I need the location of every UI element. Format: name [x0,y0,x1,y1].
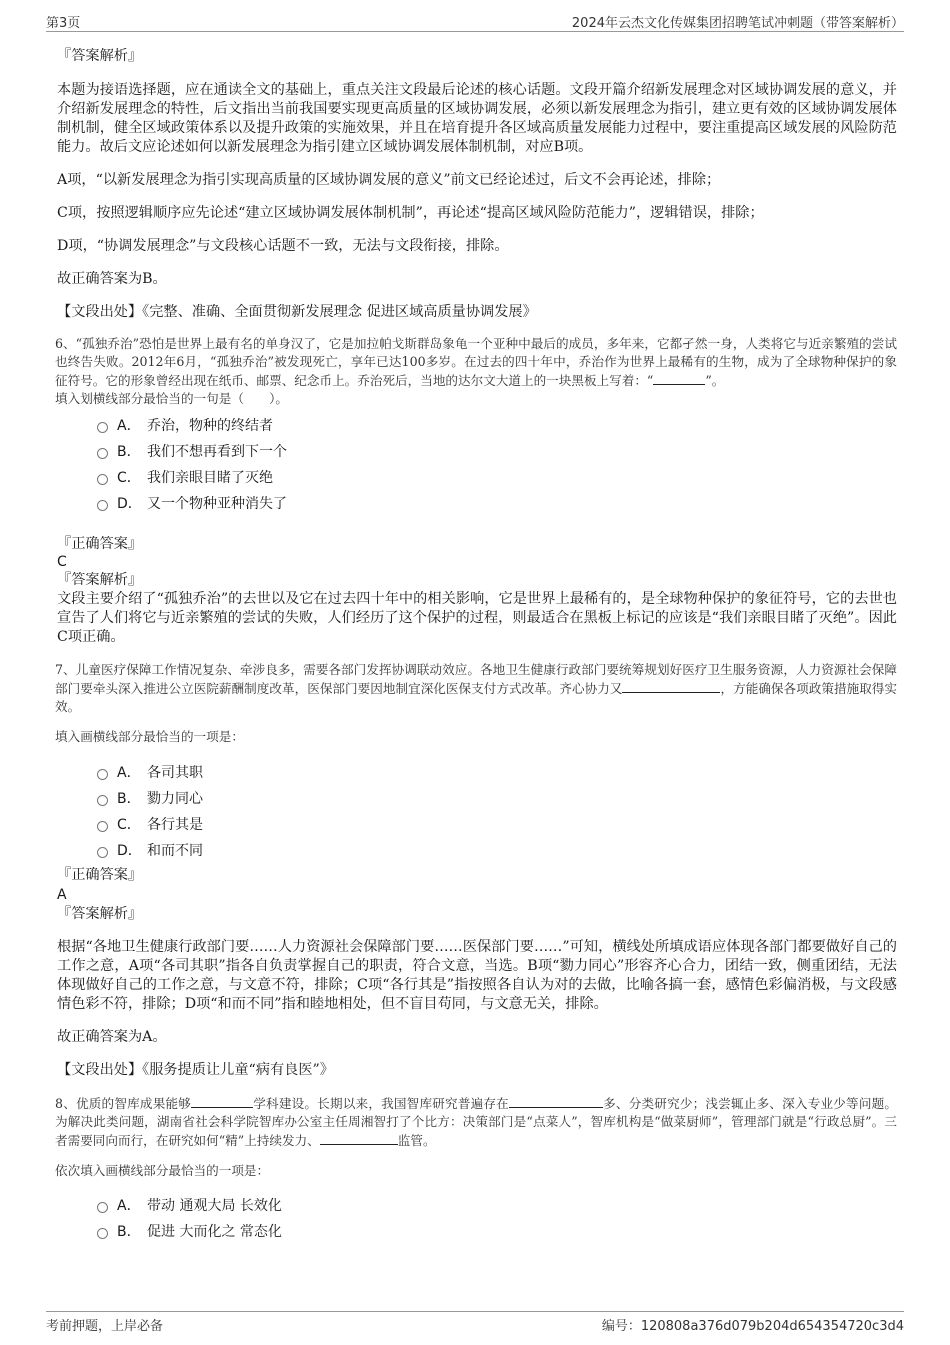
q5-option-d-explanation: D项，“协调发展理念”与文段核心话题不一致，无法与文段衔接，排除。 [57,238,509,254]
q7-analysis-text: 根据“各地卫生健康行政部门要……人力资源社会保障部门要……医保部门要……”可知，横线处所填成语应体现各部门都要做好自己的工作之意，A项“各司其职”指各自负责掌握自己的职责，符合文意，当选。B项“勠力同心”形容齐心合力，团结一致，侧重团结，无法体现做好自己的工作之意，与文意不符，排除；C项“各行其是”指按照各自认为对的去做，比喻各搞一套，感情色彩偏消极，与文段感情色彩不符，排除；D项“和而不同”指和睦地相处，但不盲目苟同，与文意无关，排除。 [57,939,897,1012]
header-divider [46,31,904,32]
radio-icon[interactable] [97,795,108,806]
radio-icon[interactable] [97,422,108,433]
q6-correct-label: 『正确答案』 [57,536,143,552]
q5-source: 【文段出处】《完整、准确、全面贯彻新发展理念 促进区域高质量协调发展》 [57,304,537,320]
footer-slogan: 考前押题，上岸必备 [46,1319,164,1334]
document-id: 编号：120808a376d079b204d654354720c3d4 [601,1319,904,1334]
q8-blank-3 [320,1131,398,1145]
q7-conclusion: 故正确答案为A。 [57,1029,167,1045]
q5-conclusion: 故正确答案为B。 [57,271,167,287]
q5-analysis-label: 『答案解析』 [57,48,143,64]
q6-blank [653,371,705,385]
q7-option-a[interactable]: A． 各司其职 [97,760,897,786]
radio-icon[interactable] [97,1228,108,1239]
q8-options [57,1193,897,1245]
q6-option-b[interactable]: B． 我们不想再看到下一个 [97,439,897,465]
q6-option-d[interactable]: D． 又一个物种亚种消失了 [97,491,897,517]
q8-stem: 8、优质的智库成果能够 学科建设。长期以来，我国智库研究普遍存在 多、分类研究少；浅尝辄止多、深入专业少等问题。为解决此类问题，湖南省社会科学院智库办公室主任周湘智打了个比方：决策部门是“点菜人”，智库机构是“做菜厨师”，管理部门就是“行政总厨”。三者需要同向而行，在研究如何“精”上持续发力、 监管。 [55,1096,898,1148]
q6-stem: 6、“孤独乔治”恐怕是世界上最有名的单身汉了，它是加拉帕戈斯群岛象龟一个亚种中最后的成员，多年来，它都孑然一身，人类将它与近亲繁殖的尝试也终告失败。2012年6月，“孤独乔治”被发现死亡，享年已达100多岁。在过去的四十年中，乔治作为世界上最稀有的生物，成为了全球物种保护的象征符号。它的形象曾经出现在纸币、邮票、纪念币上。乔治死后，当地的达尔文大道上的一块黑板上写着：“ ”。 [55,336,897,388]
document-body [57,47,897,1245]
q6-correct-answer: C [57,554,67,570]
q8-option-b[interactable]: B． 促进 大而化之 常态化 [97,1219,897,1245]
q7-blank [622,679,720,693]
q7-option-d[interactable]: D． 和而不同 [97,838,897,864]
radio-icon[interactable] [97,474,108,485]
page-number: 第3页 [46,16,81,31]
radio-icon[interactable] [97,847,108,858]
footer-divider [46,1311,904,1312]
q8-blank-2 [509,1094,603,1108]
q7-options [57,760,897,864]
radio-icon[interactable] [97,769,108,780]
q8-prompt: 依次填入画横线部分最恰当的一项是： [55,1163,270,1178]
q8-option-a[interactable]: A． 带动 通观大局 长效化 [97,1193,897,1219]
q6-options [57,413,897,517]
q7-correct-label: 『正确答案』 [57,867,143,883]
q6-option-c[interactable]: C． 我们亲眼目睹了灭绝 [97,465,897,491]
q6-prompt: 填入划横线部分最恰当的一句是（ ）。 [55,391,288,406]
q7-option-b[interactable]: B． 勠力同心 [97,786,897,812]
document-title: 2024年云杰文化传媒集团招聘笔试冲刺题（带答案解析） [571,16,904,31]
q7-source: 【文段出处】《服务提质让儿童“病有良医”》 [57,1062,334,1078]
radio-icon[interactable] [97,1202,108,1213]
q5-analysis-text: 本题为接语选择题，应在通读全文的基础上，重点关注文段最后论述的核心话题。文段开篇介绍新发展理念对区域协调发展的意义，并介绍新发展理念的特性，后文指出当前我国要实现更高质量的区域协调发展，必须以新发展理念为指引，建立更有效的区域协调发展体制机制，健全区域政策体系以及提升政策的实施效果，并且在培育提升各区域高质量发展能力过程中，要注重提高区域发展的风险防范能力。故后文应论述如何以新发展理念为指引建立区域协调发展体制机制，对应B项。 [57,82,897,155]
q5-option-c-explanation: C项，按照逻辑顺序应先论述“建立区域协调发展体制机制”，再论述“提高区域风险防范能力”，逻辑错误，排除； [57,205,764,221]
q6-analysis-label: 『答案解析』 [57,572,143,588]
q7-analysis-label: 『答案解析』 [57,906,143,922]
q7-stem: 7、儿童医疗保障工作情况复杂、牵涉良多，需要各部门发挥协调联动效应。各地卫生健康行政部门要统筹规划好医疗卫生服务资源，人力资源社会保障部门要牵头深入推进公立医院薪酬制度改革，医保部门要因地制宜深化医保支付方式改革。齐心协力又 ，方能确保各项政策措施取得实效。 [55,662,898,714]
q7-option-c[interactable]: C． 各行其是 [97,812,897,838]
q6-analysis-text: 文段主要介绍了“孤独乔治”的去世以及它在过去四十年中的相关影响，它是世界上最稀有的，是全球物种保护的象征符号，它的去世也宣告了人们将它与近亲繁殖的尝试的失败，人们经历了这个保护的过程，则最适合在黑板上标记的应该是“我们亲眼目睹了灭绝”。因此C项正确。 [57,591,897,645]
q6-option-a[interactable]: A． 乔治，物种的终结者 [97,413,897,439]
q7-correct-answer: A [57,887,67,903]
q8-blank-1 [191,1094,253,1108]
radio-icon[interactable] [97,821,108,832]
q5-option-a-explanation: A项，“以新发展理念为指引实现高质量的区域协调发展的意义”前文已经论述过，后文不会再论述，排除； [57,172,721,188]
radio-icon[interactable] [97,448,108,459]
radio-icon[interactable] [97,500,108,511]
q7-prompt: 填入画横线部分最恰当的一项是： [55,729,244,744]
